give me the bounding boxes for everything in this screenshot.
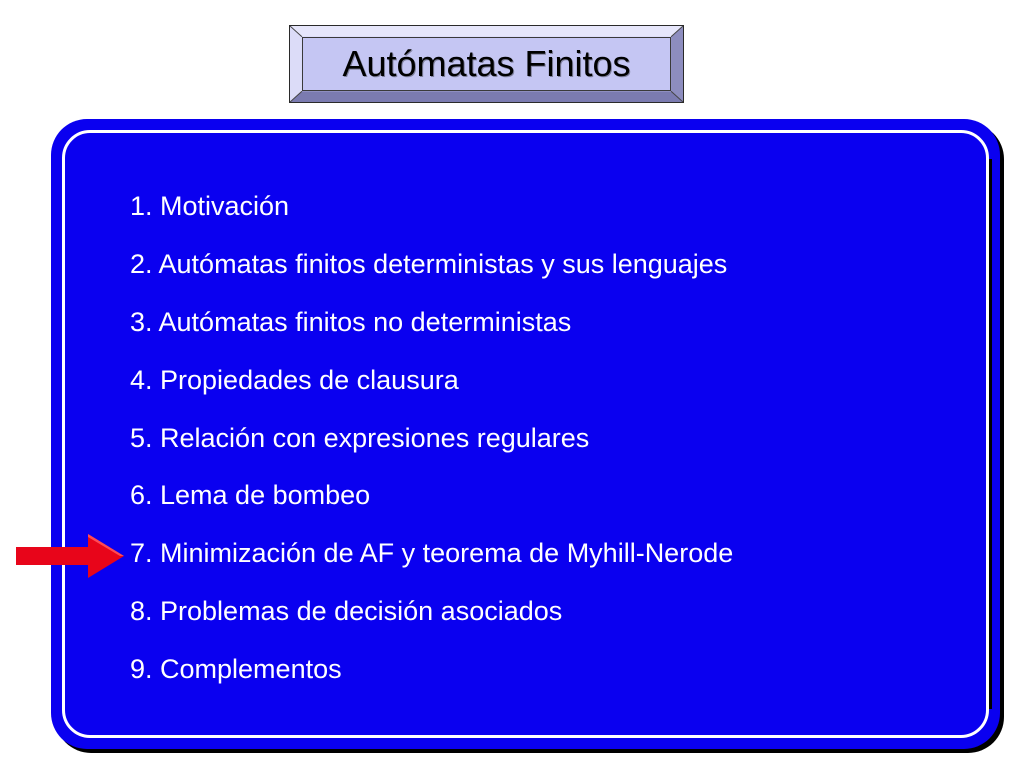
topic-item-6: 6. Lema de bombeo [130,480,371,511]
panel-edge-line [989,159,992,709]
topic-item-8: 8. Problemas de decisión asociados [130,596,563,627]
right-arrow-icon [16,534,124,578]
title-box [289,25,684,103]
topic-item-3: 3. Autómatas finitos no deterministas [130,306,572,337]
topic-item-9: 9. Complementos [130,654,342,685]
topic-item-2: 2. Autómatas finitos deterministas y sus lenguajes [130,248,728,279]
topic-item-5: 5. Relación con expresiones regulares [130,422,590,453]
topic-item-7: 7. Minimización de AF y teorema de Myhill-Nerode [130,538,734,569]
topic-item-1: 1. Motivación [130,191,290,221]
title-inner [302,37,671,91]
slide-title: Autómatas Finitos [342,43,631,84]
topic-item-4: 4. Propiedades de clausura [130,364,459,395]
topic-list [130,186,733,707]
